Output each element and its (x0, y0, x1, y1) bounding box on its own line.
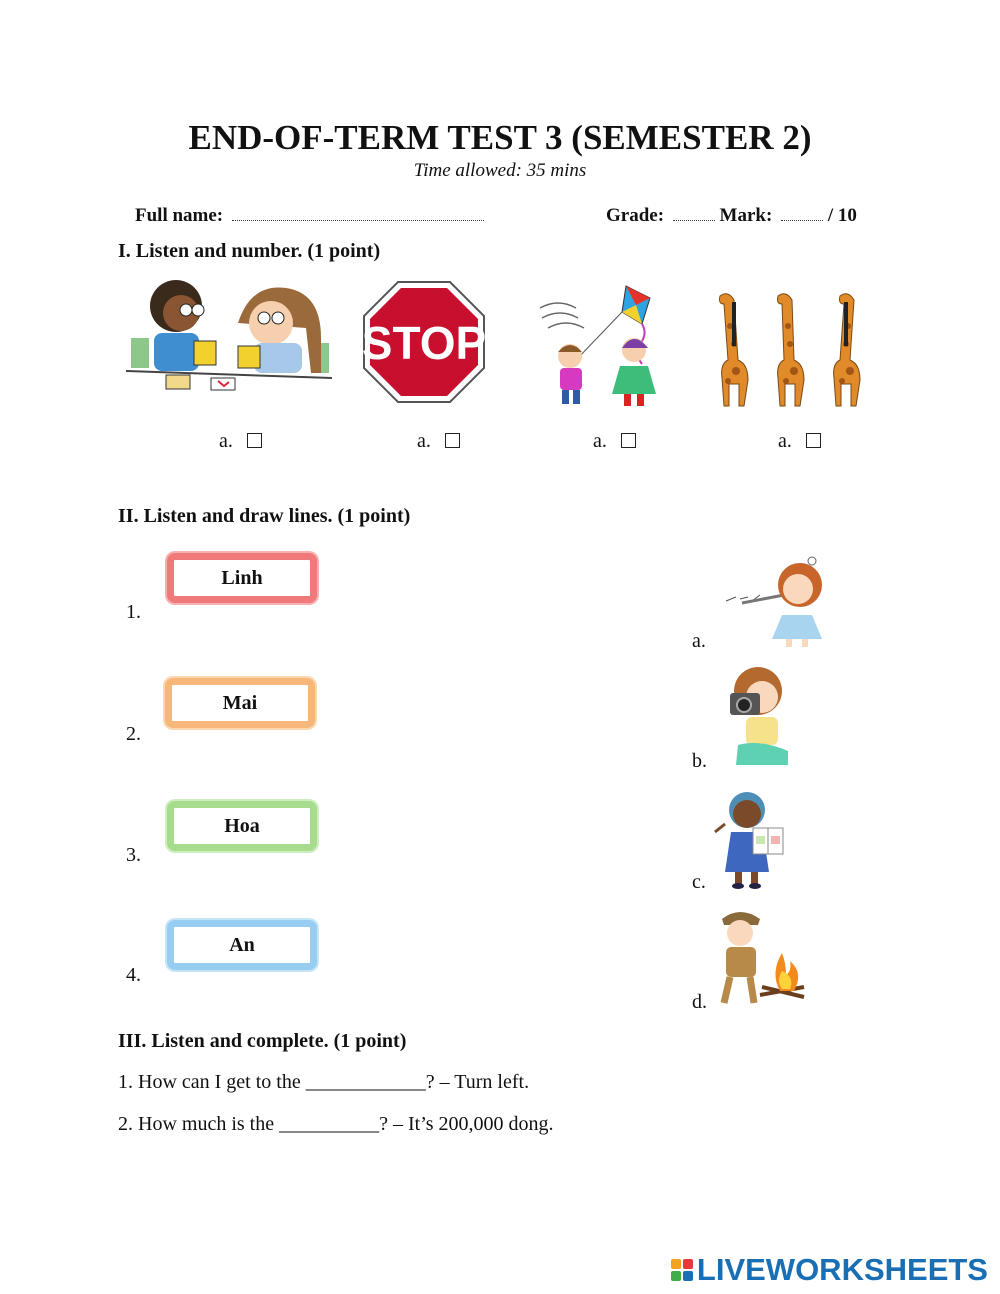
girl-taking-photo-picture (718, 665, 794, 769)
full-name-row (135, 205, 484, 227)
item-number: 4. (126, 964, 141, 986)
giraffes-picture (700, 286, 878, 408)
grade-field[interactable] (673, 206, 715, 221)
name-box-an[interactable]: An (167, 920, 317, 970)
item-number: 1. (126, 601, 141, 623)
question-line-1[interactable]: 1. How can I get to the ____________? – Turn left. (118, 1071, 530, 1093)
page-title: END-OF-TERM TEST 3 (SEMESTER 2) (188, 118, 812, 157)
girl-reading-book-picture (713, 788, 785, 890)
kids-playing-cards-picture (126, 278, 332, 398)
boy-camping-fire-picture (716, 905, 808, 1007)
name-box-hoa[interactable]: Hoa (167, 801, 317, 851)
brand-text: LIVEWORKSHEETS (696, 1252, 988, 1287)
full-name-field[interactable] (232, 206, 484, 221)
option-4: a. (778, 430, 821, 453)
answer-box[interactable] (247, 433, 262, 448)
question-line-2[interactable]: 2. How much is the __________? – It’s 200,000 dong. (118, 1113, 554, 1135)
stop-sign-text: STOP (362, 317, 486, 369)
stop-sign-picture (362, 280, 486, 404)
section-1-heading: I. Listen and number. (1 point) (118, 240, 381, 262)
answer-box[interactable] (806, 433, 821, 448)
section-2-heading: II. Listen and draw lines. (1 point) (118, 505, 411, 527)
picture-letter: d. (692, 991, 707, 1013)
answer-box[interactable] (445, 433, 460, 448)
picture-letter: b. (692, 750, 707, 772)
option-2: a. (417, 430, 460, 453)
name-box-linh[interactable]: Linh (167, 553, 317, 603)
picture-letter: c. (692, 871, 706, 893)
kids-flying-kite-picture (538, 278, 670, 408)
mark-total: / 10 (827, 205, 857, 226)
section-3-heading: III. Listen and complete. (1 point) (118, 1030, 407, 1052)
full-name-label: Full name: (135, 205, 224, 226)
name-box-mai[interactable]: Mai (165, 678, 315, 728)
grade-label: Grade: (606, 205, 665, 226)
option-1: a. (219, 430, 262, 453)
liveworksheets-logo (671, 1252, 988, 1288)
liveworksheets-icon (671, 1259, 693, 1281)
answer-box[interactable] (621, 433, 636, 448)
option-3: a. (593, 430, 636, 453)
mark-field[interactable] (781, 206, 823, 221)
picture-letter: a. (692, 630, 706, 652)
item-number: 3. (126, 844, 141, 866)
item-number: 2. (126, 723, 141, 745)
mark-label: Mark: (719, 205, 773, 226)
grade-mark-row (606, 205, 857, 227)
time-allowed: Time allowed: 35 mins (413, 160, 587, 181)
girl-playing-flute-picture (722, 555, 826, 647)
